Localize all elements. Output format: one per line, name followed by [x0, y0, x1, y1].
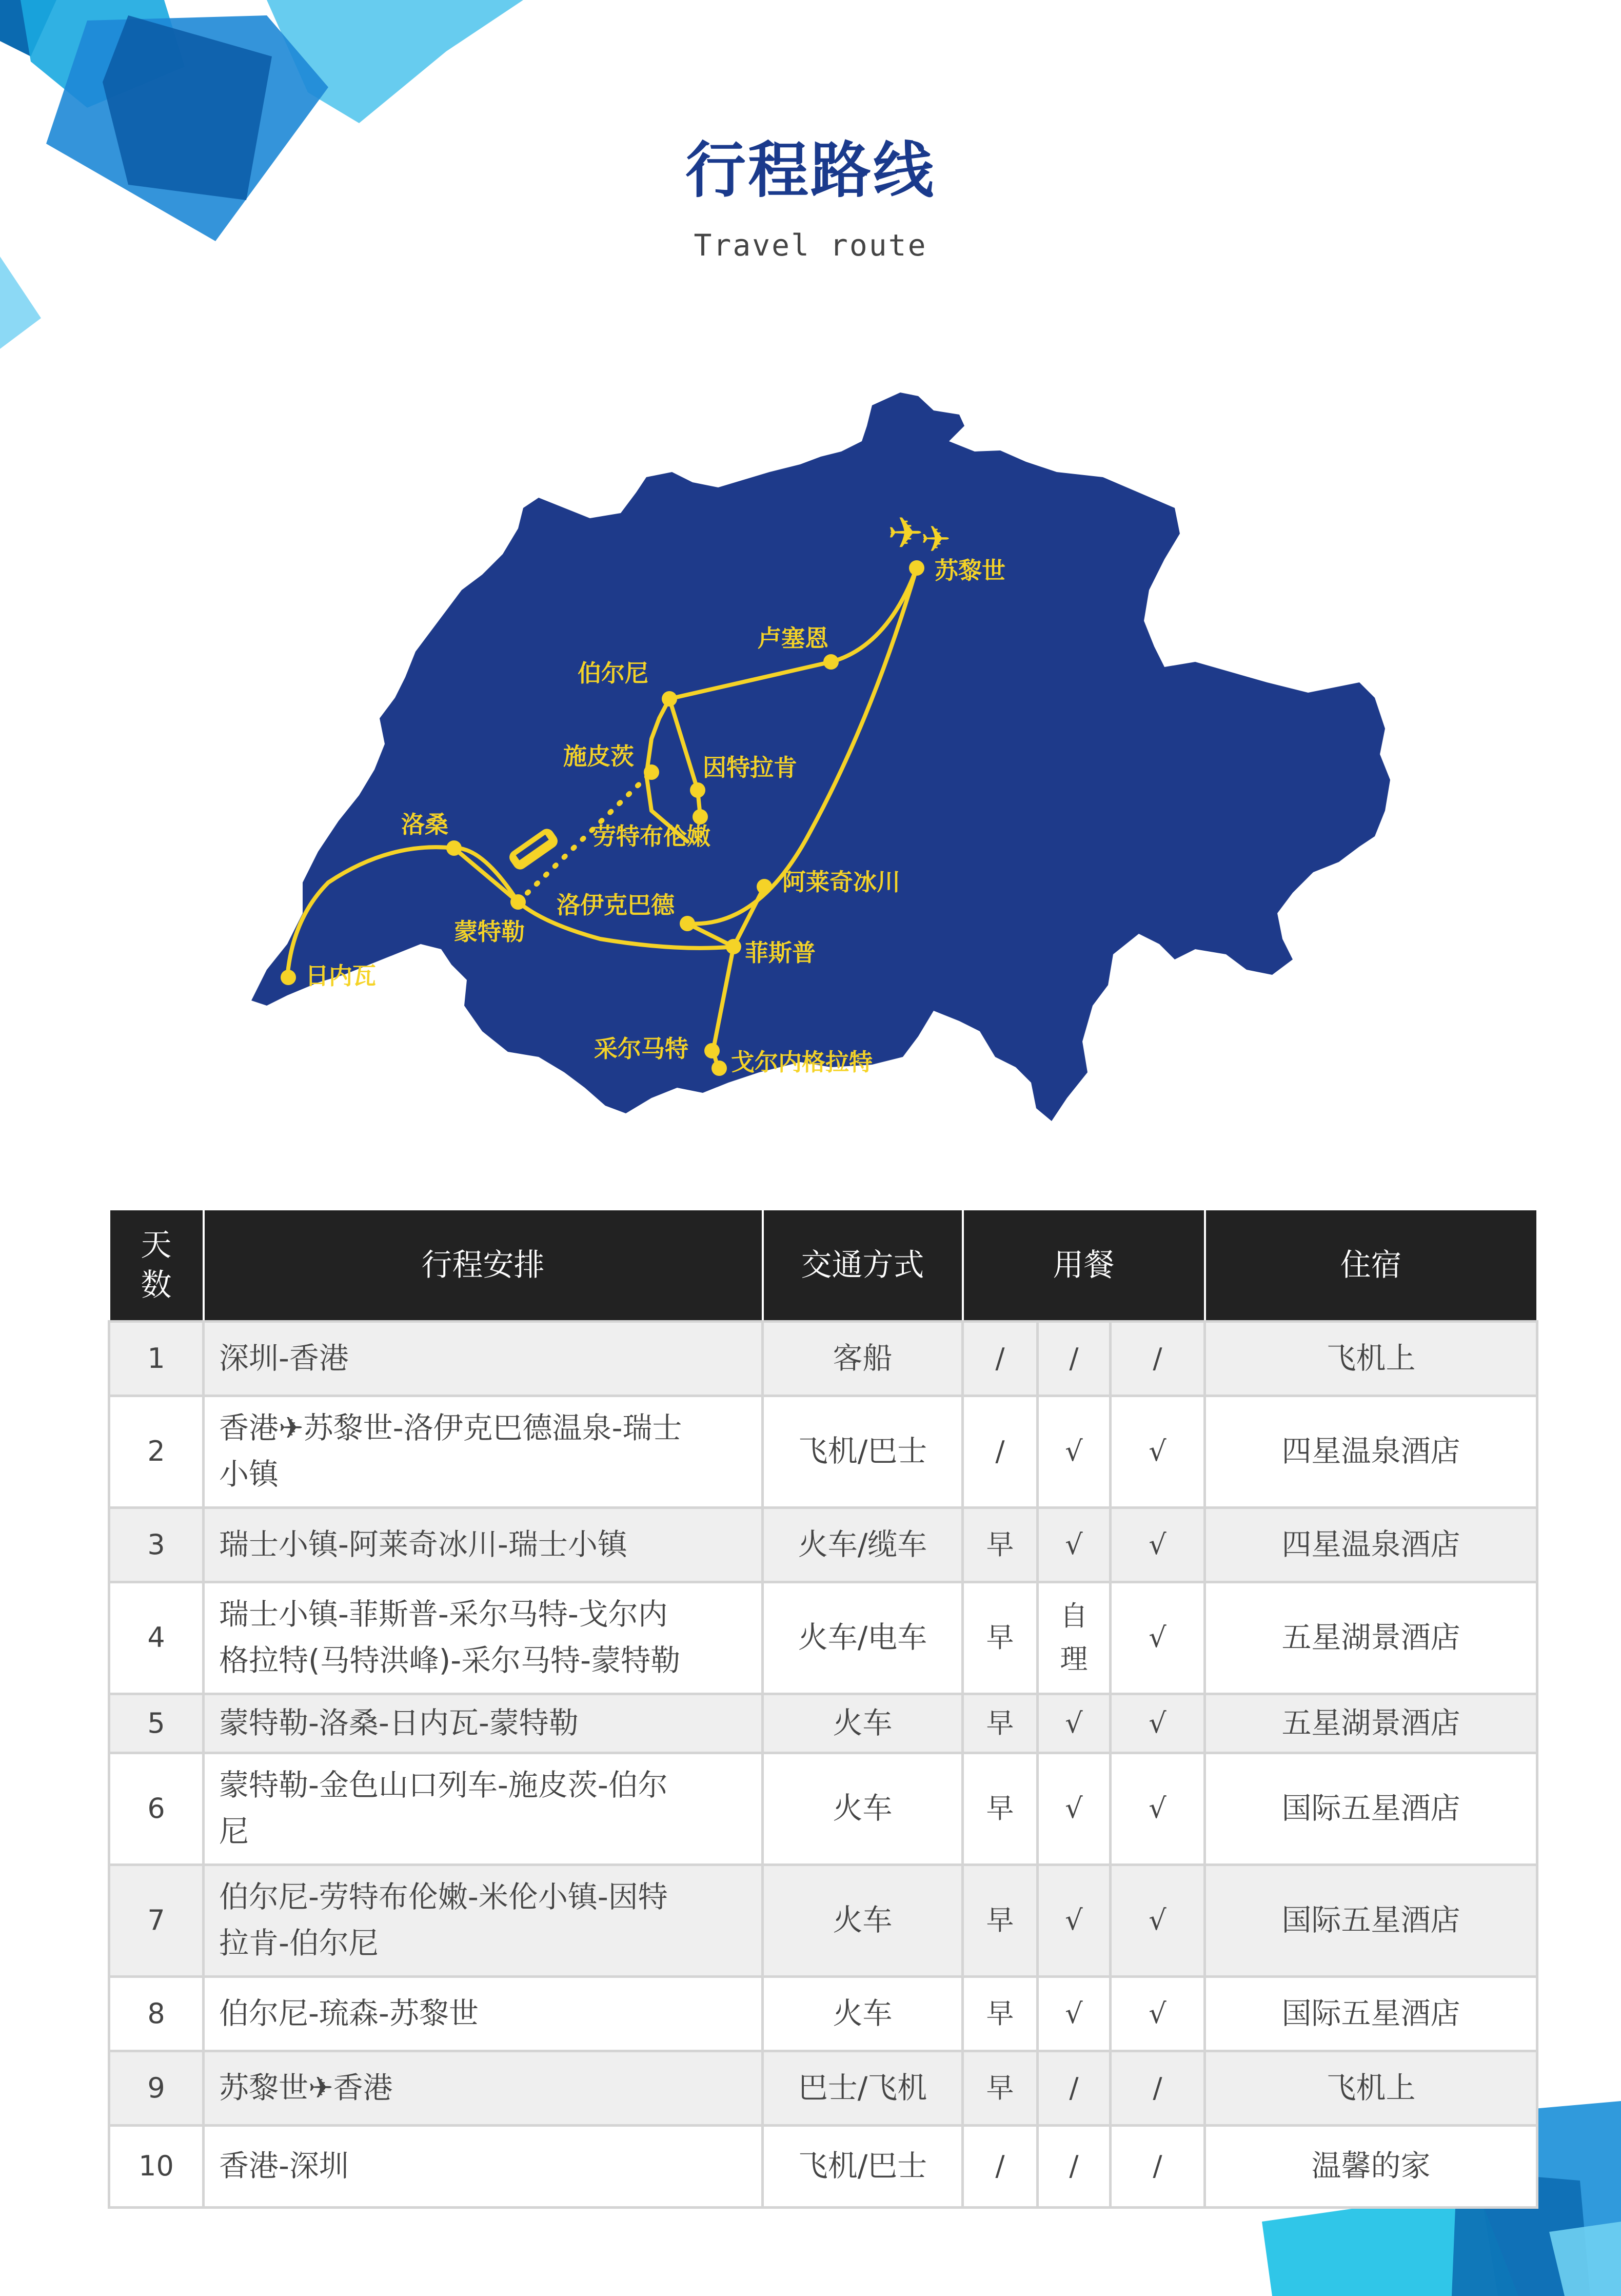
point-lausanne [446, 840, 462, 856]
table-row [109, 1507, 1537, 1582]
table-row [109, 1582, 1537, 1694]
cell-lodging: 国际五星酒店 [1205, 1753, 1537, 1865]
point-montreux [510, 894, 526, 910]
point-zermatt [704, 1043, 720, 1058]
label-zermatt: 采尔马特 [594, 1035, 688, 1063]
label-bern: 伯尔尼 [578, 659, 648, 687]
cell-transport: 火车 [763, 1753, 963, 1865]
cell-transport: 火车 [763, 1694, 963, 1753]
cell-dinner: / [1111, 2125, 1205, 2207]
svg-text:✈: ✈ [887, 508, 924, 558]
cell-breakfast: 早 [963, 1976, 1038, 2051]
cell-transport: 火车 [763, 1976, 963, 2051]
cell-transport: 火车/电车 [763, 1582, 963, 1694]
label-visp: 菲斯普 [745, 939, 816, 967]
cell-transport: 火车/缆车 [763, 1507, 963, 1582]
cell-lunch: / [1038, 2051, 1111, 2125]
label-leukerbad: 洛伊克巴德 [557, 891, 675, 919]
table-row [109, 1694, 1537, 1753]
cell-breakfast: / [963, 1396, 1038, 1507]
cell-day: 4 [109, 1582, 204, 1694]
cell-day: 9 [109, 2051, 204, 2125]
cell-dinner: √ [1111, 1582, 1205, 1694]
cell-breakfast: 早 [963, 1865, 1038, 1976]
cell-lunch: / [1038, 2125, 1111, 2207]
label-lausanne: 洛桑 [401, 811, 448, 838]
header-day: 天 数 [109, 1209, 204, 1321]
cell-transport: 客船 [763, 1321, 963, 1396]
cell-route: 伯尔尼-琉森-苏黎世 [204, 1976, 763, 2051]
cell-route: 深圳-香港 [204, 1321, 763, 1396]
cell-lunch: 自 理 [1038, 1582, 1111, 1694]
header-transport: 交通方式 [763, 1209, 963, 1321]
label-geneva: 日内瓦 [305, 962, 376, 990]
cell-dinner: √ [1111, 1396, 1205, 1507]
cell-lodging: 四星温泉酒店 [1205, 1396, 1537, 1507]
table-row [109, 1321, 1537, 1396]
cell-dinner: / [1111, 2051, 1205, 2125]
label-lucerne: 卢塞恩 [758, 624, 828, 652]
page-title: 行程路线 [685, 135, 936, 206]
cell-day: 5 [109, 1694, 204, 1753]
cell-route: 蒙特勒-洛桑-日内瓦-蒙特勒 [204, 1694, 763, 1753]
cell-day: 6 [109, 1753, 204, 1865]
cell-breakfast: 早 [963, 1753, 1038, 1865]
cell-breakfast: 早 [963, 2051, 1038, 2125]
cell-breakfast: 早 [963, 1507, 1038, 1582]
table-header-row [109, 1209, 1537, 1321]
label-aletsch: 阿莱奇冰川 [782, 868, 900, 896]
point-spiez [644, 764, 659, 780]
cell-route: 瑞士小镇-菲斯普-采尔马特-戈尔内 格拉特(马特洪峰)-采尔马特-蒙特勒 [204, 1582, 763, 1694]
cell-dinner: √ [1111, 1507, 1205, 1582]
cell-breakfast: / [963, 1321, 1038, 1396]
point-leukerbad [680, 916, 695, 931]
table-body [109, 1321, 1537, 2207]
cell-lunch: √ [1038, 1507, 1111, 1582]
table-row [109, 1753, 1537, 1865]
point-gornergrat [711, 1061, 727, 1076]
cell-lunch: √ [1038, 1753, 1111, 1865]
cell-route: 香港-深圳 [204, 2125, 763, 2207]
cell-dinner: √ [1111, 1753, 1205, 1865]
svg-text:✈: ✈ [921, 518, 951, 560]
label-gornergrat: 戈尔内格拉特 [731, 1048, 873, 1076]
cell-lodging: 飞机上 [1205, 2051, 1537, 2125]
cell-route: 瑞士小镇-阿莱奇冰川-瑞士小镇 [204, 1507, 763, 1582]
cell-transport: 巴士/飞机 [763, 2051, 963, 2125]
cell-day: 10 [109, 2125, 204, 2207]
cell-day: 8 [109, 1976, 204, 2051]
cell-lodging: 国际五星酒店 [1205, 1976, 1537, 2051]
header-meals: 用餐 [963, 1209, 1205, 1321]
cell-dinner: √ [1111, 1865, 1205, 1976]
cell-lunch: √ [1038, 1976, 1111, 2051]
cell-dinner: √ [1111, 1976, 1205, 2051]
label-montreux: 蒙特勒 [454, 918, 525, 946]
cell-day: 2 [109, 1396, 204, 1507]
page-subtitle: Travel route [694, 228, 927, 263]
cell-dinner: √ [1111, 1694, 1205, 1753]
cell-route: 苏黎世✈香港 [204, 2051, 763, 2125]
table-row [109, 2051, 1537, 2125]
cell-lodging: 飞机上 [1205, 1321, 1537, 1396]
cell-lodging: 四星温泉酒店 [1205, 1507, 1537, 1582]
itinerary-table [108, 1208, 1538, 2209]
cell-transport: 飞机/巴士 [763, 1396, 963, 1507]
cell-transport: 火车 [763, 1865, 963, 1976]
header-route: 行程安排 [204, 1209, 763, 1321]
label-interlaken: 因特拉肯 [703, 754, 797, 781]
label-spiez: 施皮茨 [563, 742, 634, 770]
cell-route: 伯尔尼-劳特布伦嫩-米伦小镇-因特 拉肯-伯尔尼 [204, 1865, 763, 1976]
table-row [109, 2125, 1537, 2207]
cell-lunch: √ [1038, 1865, 1111, 1976]
point-zurich [909, 560, 924, 576]
cell-transport: 飞机/巴士 [763, 2125, 963, 2207]
cell-day: 7 [109, 1865, 204, 1976]
switzerland-shape [251, 393, 1390, 1121]
label-zurich: 苏黎世 [935, 557, 1005, 584]
point-lucerne [823, 654, 839, 670]
cell-day: 3 [109, 1507, 204, 1582]
table-row [109, 1865, 1537, 1976]
cell-dinner: / [1111, 1321, 1205, 1396]
cell-day: 1 [109, 1321, 204, 1396]
cell-lunch: √ [1038, 1396, 1111, 1507]
cell-breakfast: 早 [963, 1694, 1038, 1753]
cell-lodging: 五星湖景酒店 [1205, 1694, 1537, 1753]
cell-breakfast: / [963, 2125, 1038, 2207]
point-visp [726, 939, 741, 954]
cell-lodging: 五星湖景酒店 [1205, 1582, 1537, 1694]
point-aletsch [757, 879, 772, 894]
point-geneva [281, 970, 296, 985]
cell-breakfast: 早 [963, 1582, 1038, 1694]
cell-lodging: 国际五星酒店 [1205, 1865, 1537, 1976]
label-lauterbrunnen: 劳特布伦嫩 [592, 822, 710, 850]
cell-lunch: / [1038, 1321, 1111, 1396]
cell-route: 蒙特勒-金色山口列车-施皮茨-伯尔 尼 [204, 1753, 763, 1865]
table-row [109, 1396, 1537, 1507]
header-lodging: 住宿 [1205, 1209, 1537, 1321]
cell-route: 香港✈苏黎世-洛伊克巴德温泉-瑞士 小镇 [204, 1396, 763, 1507]
cell-lodging: 温馨的家 [1205, 2125, 1537, 2207]
cell-lunch: √ [1038, 1694, 1111, 1753]
point-interlaken [690, 782, 705, 798]
table-row [109, 1976, 1537, 2051]
point-bern [662, 691, 677, 707]
